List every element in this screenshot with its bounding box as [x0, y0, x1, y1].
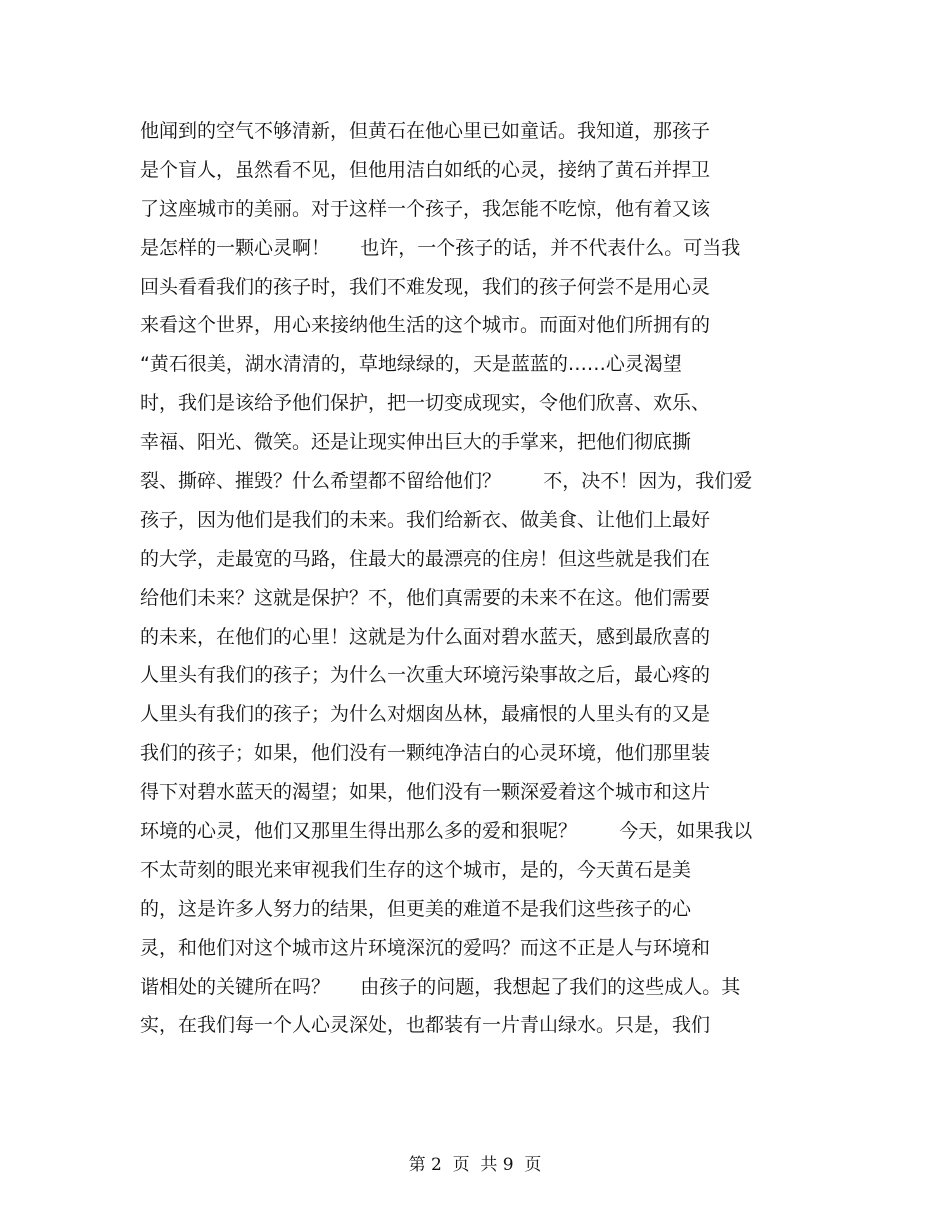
text-line: 的大学，走最宽的马路，住最大的最漂亮的住房！但这些就是我们在 [140, 547, 711, 570]
text-line: 人里头有我们的孩子；为什么一次重大环境污染事故之后，最心疼的 [140, 664, 711, 687]
text-line: 得下对碧水蓝天的渴望；如果，他们没有一颗深爱着这个城市和这片 [140, 781, 711, 804]
text-line: 环境的心灵，他们又那里生得出那么多的爱和狠呢？ 今天，如果我以 [140, 820, 753, 843]
body-text [140, 112, 820, 1045]
text-line: “黄石很美，湖水清清的，草地绿绿的，天是蓝蓝的……心灵渴望 [140, 353, 682, 376]
text-line: 是怎样的一颗心灵啊！ 也许，一个孩子的话，并不代表什么。可当我 [140, 236, 741, 259]
text-line: 了这座城市的美丽。对于这样一个孩子，我怎能不吃惊，他有着又该 [140, 197, 711, 220]
page-number-footer: 第 2 页 共 9 页 [408, 1155, 542, 1175]
text-line: 给他们未来？这就是保护？不，他们真需要的未来不在这。他们需要 [140, 586, 711, 609]
text-line: 人里头有我们的孩子；为什么对烟囱丛林，最痛恨的人里头有的又是 [140, 703, 711, 726]
text-line: 我们的孩子；如果，他们没有一颗纯净洁白的心灵环境，他们那里装 [140, 742, 711, 765]
text-line: 谐相处的关键所在吗？ 由孩子的问题，我想起了我们的这些成人。其 [140, 975, 741, 998]
text-line: 裂、撕碎、摧毁？什么希望都不留给他们？ 不，决不！因为，我们爱 [140, 470, 753, 493]
text-line: 的，这是许多人努力的结果，但更美的难道不是我们这些孩子的心 [140, 897, 692, 920]
text-line: 的未来，在他们的心里！这就是为什么面对碧水蓝天，感到最欣喜的 [140, 625, 711, 648]
text-line: 回头看看我们的孩子时，我们不难发现，我们的孩子何尝不是用心灵 [140, 275, 711, 298]
text-line: 他闻到的空气不够清新，但黄石在他心里已如童话。我知道，那孩子 [140, 120, 711, 142]
text-line: 灵，和他们对这个城市这片环境深沉的爱吗？而这不正是人与环境和 [140, 936, 711, 959]
text-line: 时，我们是该给予他们保护，把一切变成现实，令他们欣喜、欢乐、 [140, 392, 711, 415]
text-line: 不太苛刻的眼光来审视我们生存的这个城市，是的，今天黄石是美 [140, 858, 692, 881]
text-line: 幸福、阳光、微笑。还是让现实伸出巨大的手掌来，把他们彻底撕 [140, 431, 692, 454]
text-line: 实，在我们每一个人心灵深处，也都装有一片青山绿水。只是，我们 [140, 1014, 711, 1037]
text-line: 来看这个世界，用心来接纳他生活的这个城市。而面对他们所拥有的 [140, 314, 711, 337]
text-line: 孩子，因为他们是我们的未来。我们给新衣、做美食、让他们上最好 [140, 508, 711, 531]
text-line: 是个盲人，虽然看不见，但他用洁白如纸的心灵，接纳了黄石并捍卫 [140, 158, 711, 181]
